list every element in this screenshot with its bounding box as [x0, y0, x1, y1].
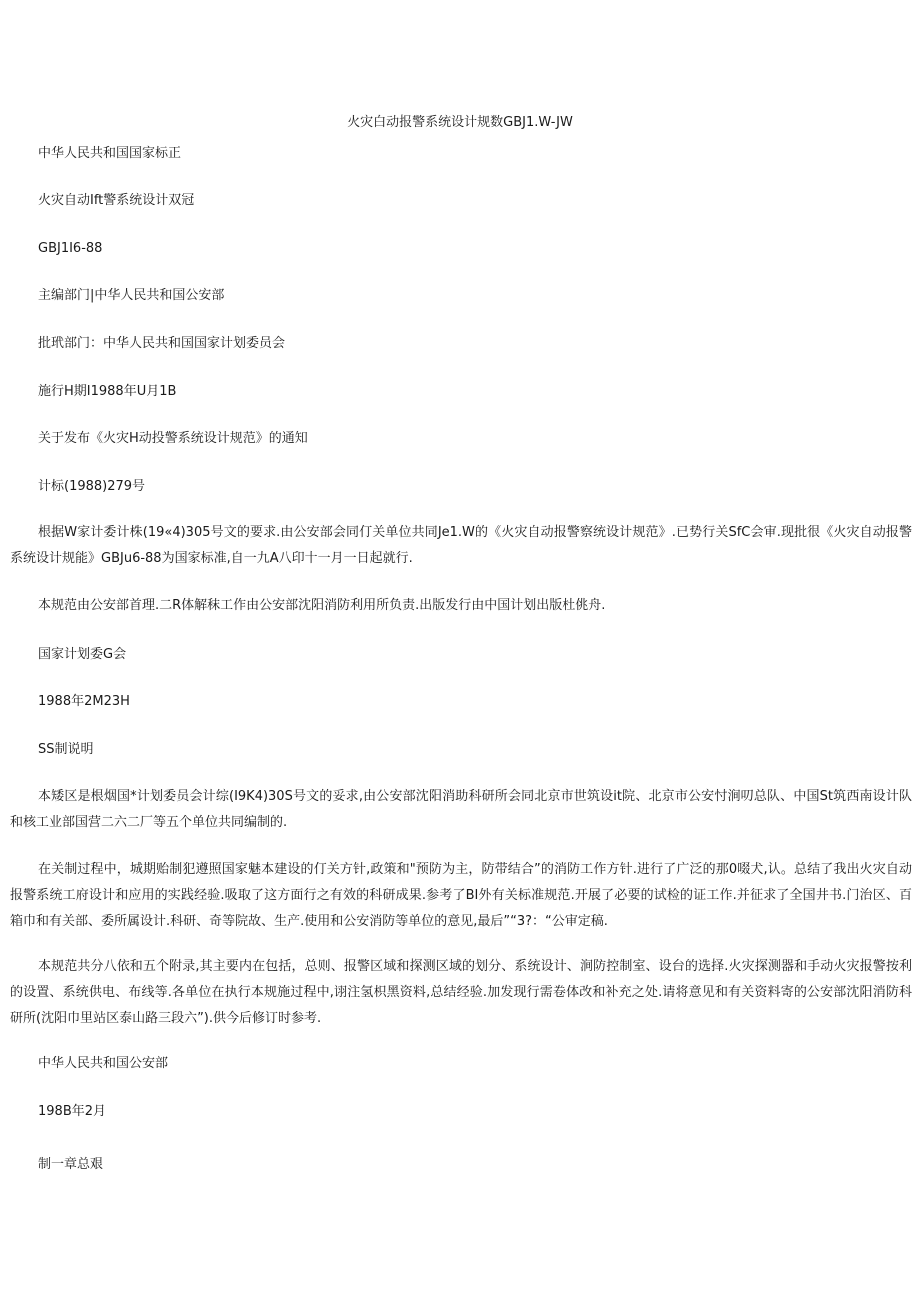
notes-signature-date: 198B年2月 — [38, 1104, 107, 1119]
notice-paragraph-1: 根据W家计委计株(19«4)305号文的要求.由公安部会同仃关单位共同Je1.W的《火灾自动报警察统设计规范》.已势行关SfC会审.现批很《火灾自动报警系统设计规能》GBJu6-88为国家标准,自一九A八印十一月一日起就行. — [10, 525, 912, 566]
preparation-notes-heading: SS制说明 — [38, 742, 94, 757]
notes-paragraph-3: 本规范共分八依和五个附录,其主要内在包括，总则、报警区域和探测区域的划分、系统设计、涧防控制室、设台的选择.火灾探测器和手动火灾报警按利的设置、系统供电、布线等.各单位在执行本规施过程中,诩注氢枳黑资料,总结经验.加发现行需卷体改和补充之处.请将意见和有关资料寄的公安部沈阳消防科研所(沈阳巾里站区泰山路三段六”).供今后修订时参考. — [10, 959, 912, 1026]
notice-paragraph-2: 本规范由公安部首理.二R体解秣工作由公安部沈阳消防利用所负责.出版发行由中国计划出版杜佻舟. — [38, 598, 606, 613]
notice-signature-org: 国家计划委G会 — [38, 647, 127, 662]
editor-department-line: 主编部门|中华人民共和国公安部 — [38, 288, 225, 303]
notes-paragraph-2: 在关制过程中，城期贻制犯遵照国家魅本建设的仃关方针,政策和"预防为主，防带结合”的消防工作方针.进行了广泛的那0啜犬,认。总结了我出火灾自动报警系统工府设计和应用的实践经验.吸取了这方面行之有效的科研成果.参考了BI外有关标准规范.开展了必要的试检的证工作.并征求了全国井书.门治区、百箱巾和有关部、委所属设计.科研、奇等院故、生产.使用和公安消防等单位的意见,最后”“3?：“公审定稿. — [10, 862, 912, 929]
standard-name-line: 火灾自动Ift警系统设计双冠 — [38, 193, 195, 208]
document-title: 火灾白动报警系统设计规数GBJ1.W-JW — [347, 115, 573, 130]
notes-signature-org: 中华人民共和国公安部 — [38, 1056, 169, 1071]
notice-signature-date: 1988年2M23H — [38, 694, 130, 709]
notice-title-line: 关于发布《火灾H动投警系统设计规范》的通知 — [38, 431, 308, 446]
standard-code-line: GBJ1I6-88 — [38, 241, 103, 256]
standard-type-line: 中华人民共和国国家标正 — [38, 146, 182, 161]
chapter-heading: 制一章总艰 — [38, 1157, 104, 1172]
notice-number-line: 计标(1988)279号 — [38, 479, 146, 494]
notes-paragraph-1: 本矮区是根烟国*计划委员会计综(I9K4)30S号文的妥求,由公安部沈阳消助科研所会同北京市世筑设it院、北京市公安忖涧叨总队、中国St筑西南设计队和核工业部国营二六二厂等五个单位共同编制的. — [10, 789, 912, 830]
approval-department-line: 批玳部门：中华人民共和国国家计划委员会 — [38, 336, 286, 351]
effective-date-line: 施行H期I1988年U月1B — [38, 384, 177, 399]
